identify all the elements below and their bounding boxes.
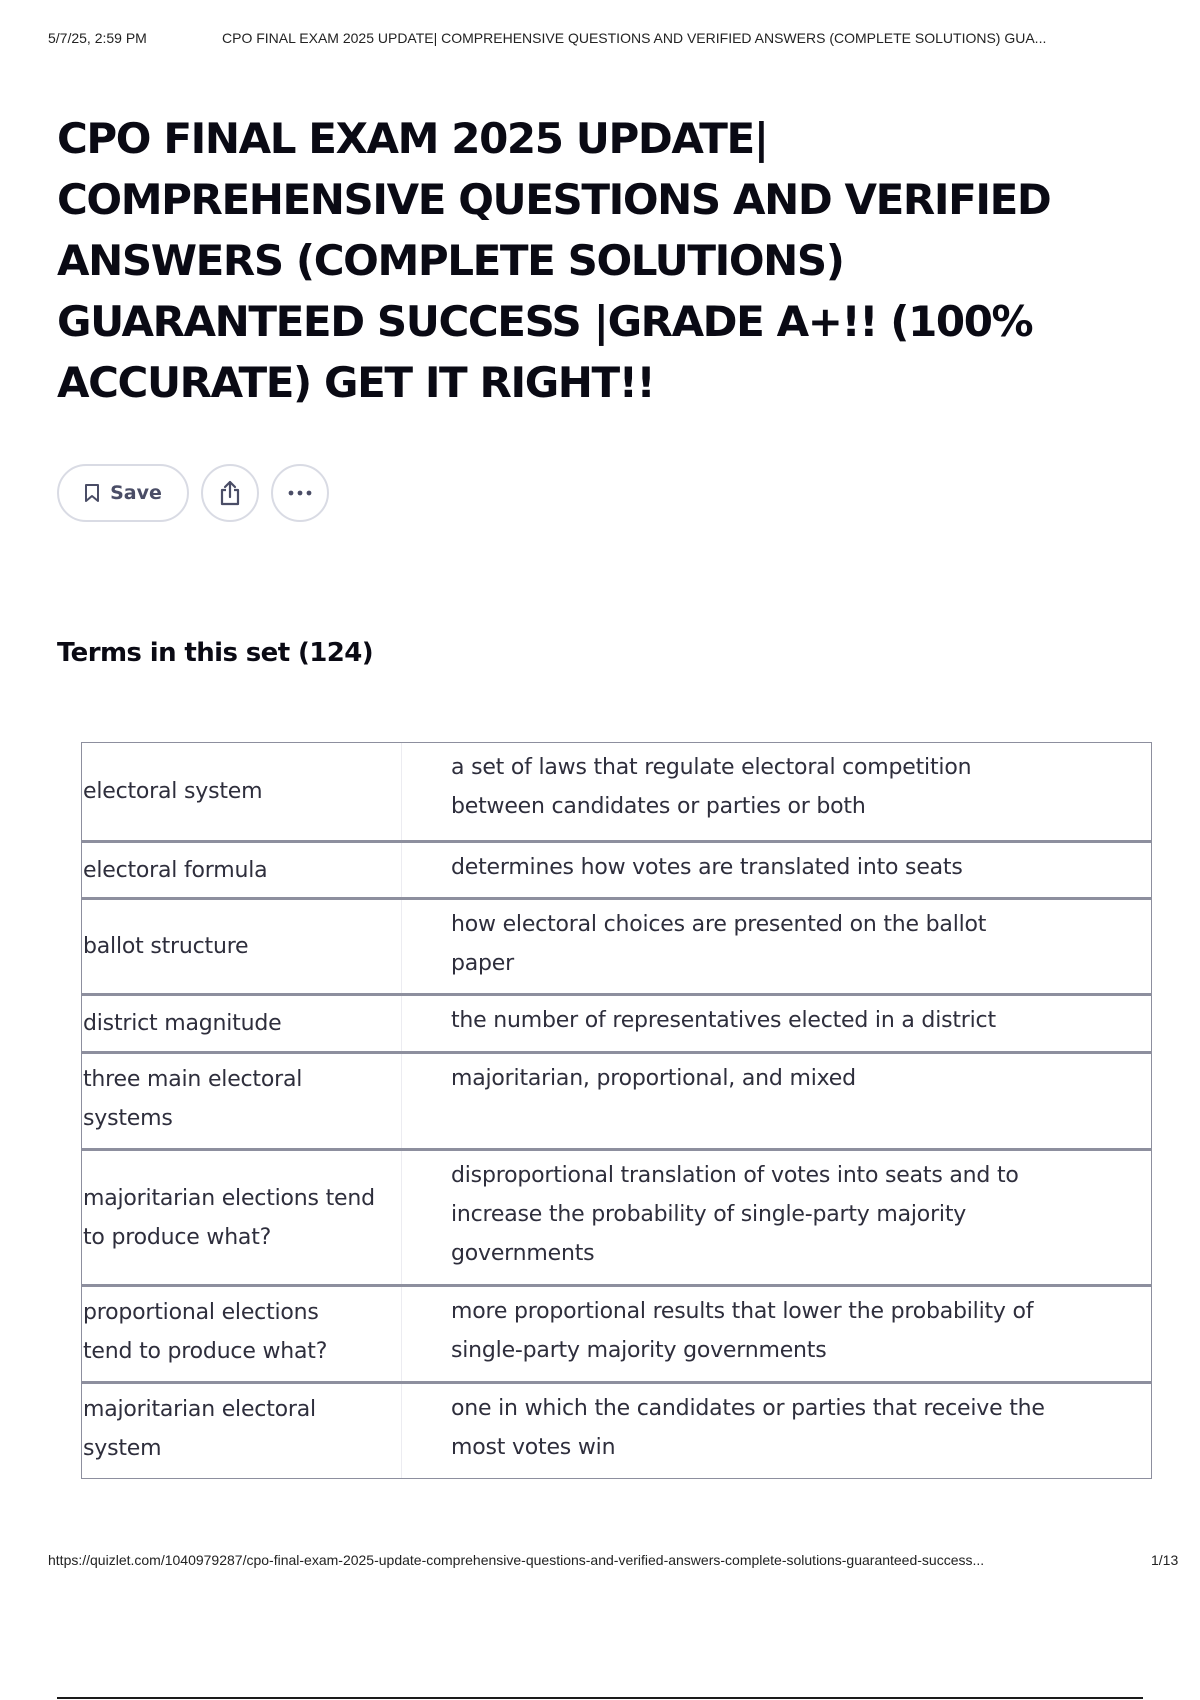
term-text [83,1060,302,1138]
term-text: electoral formula [83,857,268,883]
term-cell [82,1054,402,1148]
share-button[interactable] [201,464,259,522]
definition-cell [402,1151,1151,1284]
page-number: 1/13 [1151,1552,1179,1568]
term-text [83,1390,316,1468]
definition-line: majoritarian, proportional, and mixed [451,1066,856,1091]
term-line: to produce what? [83,1224,272,1250]
term-line: proportional elections [83,1300,319,1325]
term-cell [82,843,402,897]
term-row [82,1148,1151,1284]
definition-line: increase the probability of single-party majority [451,1202,967,1227]
save-button[interactable] [57,464,189,522]
print-url: https://quizlet.com/1040979287/cpo-final-exam-2025-update-comprehensive-questions-and-verified-answers-complete-solutions-guaranteed-success... [48,1552,985,1568]
term-text: district magnitude [83,1011,282,1036]
print-header [48,30,1178,46]
term-row [82,1381,1151,1478]
term-line: system [83,1436,162,1461]
term-row [82,1051,1151,1148]
definition-line: most votes win [451,1435,616,1460]
term-cell [82,996,402,1051]
term-row [82,1284,1151,1381]
more-icon [286,489,314,497]
term-row [82,743,1151,840]
terms-table [81,742,1152,1479]
term-line: majoritarian electoral [83,1397,316,1422]
bookmark-icon [84,483,100,503]
definition-line: how electoral choices are presented on the ballot [451,912,987,937]
definition-cell [402,743,1151,840]
definition-cell [402,900,1151,993]
definition-cell [402,1287,1151,1381]
term-text [83,1293,327,1371]
term-row [82,840,1151,897]
print-doc-title: CPO FINAL EXAM 2025 UPDATE| COMPREHENSIVE QUESTIONS AND VERIFIED ANSWERS (COMPLETE SOLUTIONS) GUA... [222,30,1047,46]
share-icon [217,479,243,507]
term-cell [82,900,402,993]
term-row [82,993,1151,1051]
definition-line: the number of representatives elected in a district [451,1008,996,1033]
divider [57,1697,1143,1699]
definition-line: more proportional results that lower the probability of [451,1299,1034,1324]
definition-line: determines how votes are translated into seats [451,855,963,880]
title-line: COMPREHENSIVE QUESTIONS AND VERIFIED [57,175,1051,224]
terms-heading: Terms in this set (124) [57,638,374,668]
title-line: CPO FINAL EXAM 2025 UPDATE| [57,114,768,163]
definition-line: governments [451,1241,595,1266]
title-line: GUARANTEED SUCCESS |GRADE A+!! (100% [57,297,1033,346]
definition-cell [402,1054,1151,1148]
definition-line: a set of laws that regulate electoral competition [451,755,972,780]
definition-line: single-party majority governments [451,1338,827,1363]
more-options-button[interactable] [271,464,329,522]
print-datetime: 5/7/25, 2:59 PM [48,30,147,46]
action-bar [57,464,329,522]
definition-line: between candidates or parties or both [451,794,866,819]
term-row [82,897,1151,993]
definition-line: paper [451,951,514,976]
save-label: Save [110,482,162,504]
title-line: ANSWERS (COMPLETE SOLUTIONS) [57,236,844,285]
term-line: systems [83,1106,173,1131]
term-cell [82,1287,402,1381]
term-cell [82,743,402,840]
definition-cell [402,996,1151,1051]
print-footer [48,1552,1184,1568]
term-cell [82,1384,402,1478]
term-text: ballot structure [83,934,249,959]
title-line: ACCURATE) GET IT RIGHT!! [57,358,655,407]
page-title [57,108,1137,413]
term-text [83,1179,375,1257]
definition-cell [402,843,1151,897]
definition-cell [402,1384,1151,1478]
term-line: three main electoral [83,1067,303,1092]
term-text: electoral system [83,779,263,804]
definition-line: disproportional translation of votes into seats and to [451,1163,1019,1188]
term-line: majoritarian elections tend [83,1185,375,1211]
definition-line: one in which the candidates or parties that receive the [451,1396,1045,1421]
term-line: tend to produce what? [83,1339,328,1364]
term-cell [82,1151,402,1284]
